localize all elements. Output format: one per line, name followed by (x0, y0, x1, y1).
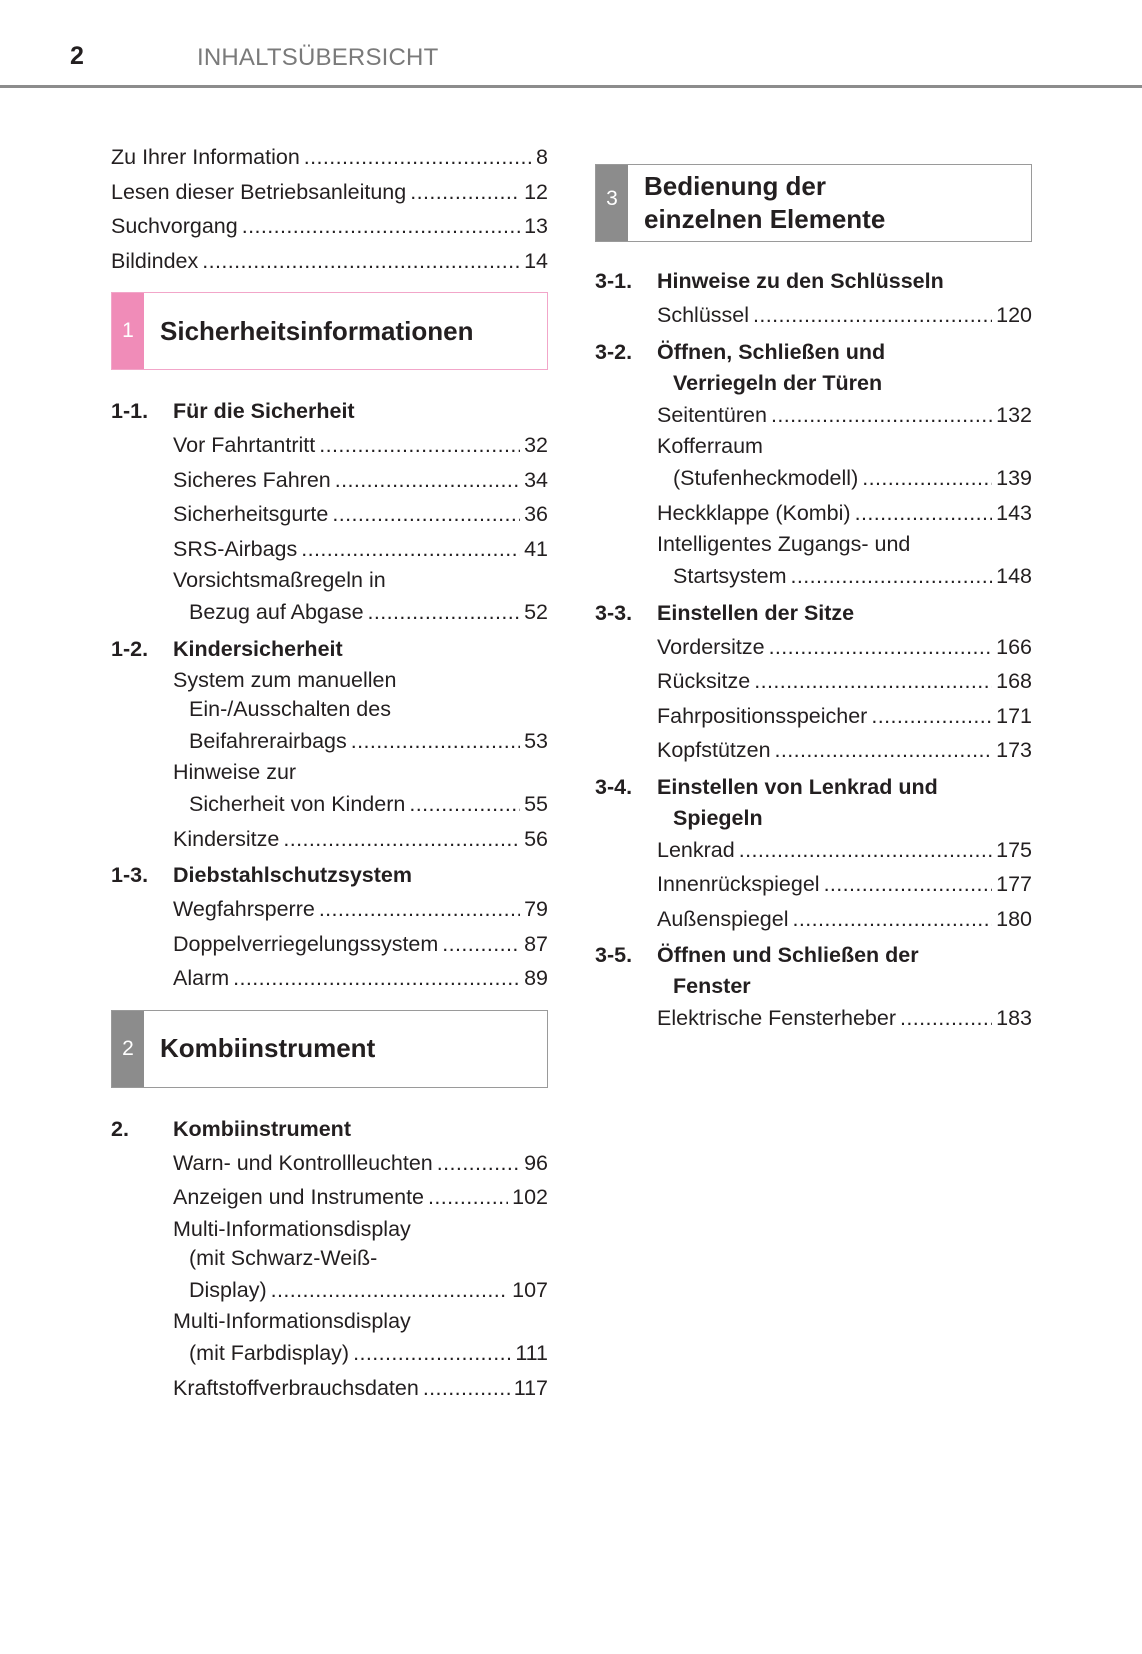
toc-entry[interactable] (111, 1146, 548, 1181)
toc-page: 55 (524, 792, 548, 816)
subsection-heading[interactable]: 3-3. Einstellen der Sitze (595, 600, 855, 625)
section-tab: 1 (112, 293, 144, 369)
toc-page: 175 (996, 837, 1032, 862)
toc-label: Sicherheitsgurte (173, 502, 329, 526)
toc-page: 111 (515, 1341, 548, 1365)
toc-page: 148 (996, 564, 1032, 588)
toc-label: Zu Ihrer Information (111, 145, 300, 169)
toc-label: Fahrpositionsspeicher (657, 703, 868, 728)
toc-page: 117 (513, 1375, 548, 1400)
toc-page: 171 (996, 703, 1032, 728)
toc-label: Heckklappe (Kombi) (657, 500, 851, 525)
toc-left-column (111, 140, 548, 1405)
toc-page: 89 (524, 966, 548, 990)
subsection-heading[interactable]: 1-3. Diebstahlschutzsystem (111, 863, 412, 887)
toc-page: 34 (524, 467, 548, 492)
subsection-heading-cont: Spiegeln (673, 805, 763, 830)
section-title: Bedienung der einzelnen Elemente (644, 171, 886, 234)
toc-entry[interactable] (595, 733, 1032, 768)
toc-label: (Stufenheckmodell) (673, 466, 859, 490)
toc-page: 173 (996, 738, 1032, 762)
toc-label: Sicherheit von Kindern (189, 792, 406, 816)
toc-entry[interactable] (595, 496, 1032, 531)
toc-label: SRS-Airbags (173, 536, 298, 561)
toc-label: Außenspiegel (657, 906, 789, 931)
toc-entry[interactable] (595, 867, 1032, 902)
header-rule (0, 85, 1142, 88)
toc-label: Bildindex (111, 248, 199, 273)
toc-entry[interactable] (111, 209, 548, 244)
toc-page: 107 (512, 1277, 548, 1302)
toc-entry[interactable] (111, 1371, 548, 1406)
toc-label: Lesen dieser Betriebsanleitung (111, 179, 407, 204)
toc-entry[interactable] (595, 699, 1032, 734)
toc-entry[interactable] (111, 927, 548, 962)
subsection-heading[interactable]: 3-1. Hinweise zu den Schlüsseln (595, 269, 944, 293)
toc-entry-multiline[interactable]: Multi-Informationsdisplay (mit Schwarz-Weiß- Display) ..... 107 (111, 1215, 548, 1308)
toc-page: 143 (996, 500, 1032, 525)
toc-page: 168 (996, 669, 1032, 693)
toc-entry[interactable] (111, 244, 548, 279)
subsection-heading[interactable]: 1-2. Kindersicherheit (111, 636, 343, 661)
toc-entry-multiline[interactable]: Multi-Informationsdisplay (mit Farbdisplay) ..... 111 (111, 1307, 548, 1371)
toc-entry[interactable] (595, 833, 1032, 868)
toc-label: Kindersitze (173, 826, 280, 851)
toc-page: 52 (524, 600, 548, 624)
toc-entry[interactable] (111, 463, 548, 498)
toc-label: Elektrische Fensterheber (657, 1006, 896, 1030)
toc-entry[interactable] (111, 822, 548, 857)
toc-entry-multiline[interactable]: Vorsichtsmaßregeln in Bezug auf Abgase ..... 52 (111, 566, 548, 630)
toc-page: 12 (524, 179, 548, 204)
toc-page: 53 (524, 728, 548, 753)
subsection-heading[interactable]: 2. Kombiinstrument (111, 1116, 351, 1141)
toc-page: 132 (996, 402, 1032, 427)
subsection-heading[interactable]: 3-5. Öffnen und Schließen der (595, 943, 919, 967)
toc-page: 96 (524, 1150, 548, 1175)
toc-entry[interactable] (111, 1180, 548, 1215)
subsection-heading-cont: Verriegeln der Türen (673, 370, 883, 395)
subsection-heading[interactable]: 3-2. Öffnen, Schließen und (595, 339, 886, 364)
toc-label: Sicheres Fahren (173, 467, 331, 492)
toc-label: Display) (189, 1277, 267, 1302)
toc-entry[interactable] (111, 892, 548, 927)
toc-label: Kopfstützen (657, 738, 771, 762)
toc-label: Rücksitze (657, 669, 751, 693)
toc-entry[interactable] (111, 140, 548, 175)
toc-label: Vor Fahrtantritt (173, 433, 316, 457)
toc-page: 79 (524, 897, 548, 921)
toc-page: 41 (524, 536, 548, 561)
toc-label: Kraftstoffverbrauchsdaten (173, 1375, 419, 1400)
subsection-heading[interactable]: 3-4. Einstellen von Lenkrad und (595, 774, 938, 799)
section-3-box[interactable] (595, 164, 1032, 242)
toc-page: 32 (524, 433, 548, 457)
toc-entry[interactable] (111, 532, 548, 567)
toc-label: Alarm (173, 966, 230, 990)
toc-entry[interactable] (595, 902, 1032, 937)
toc-page: 14 (524, 248, 548, 273)
toc-label: Innenrückspiegel (657, 872, 820, 896)
toc-page: 166 (996, 634, 1032, 659)
toc-page: 13 (524, 214, 548, 238)
toc-label: Wegfahrsperre (173, 897, 315, 921)
toc-entry[interactable] (111, 961, 548, 996)
toc-entry[interactable] (595, 664, 1032, 699)
toc-right-column (595, 142, 1032, 1036)
section-title: Kombiinstrument (160, 1033, 376, 1063)
toc-entry[interactable] (111, 428, 548, 463)
toc-entry[interactable] (595, 298, 1032, 333)
section-2-box[interactable] (111, 1010, 548, 1088)
toc-page: 87 (524, 931, 548, 956)
toc-entry-multiline[interactable]: Intelligentes Zugangs- und Startsystem ..... 148 (595, 530, 1032, 594)
header-title: INHALTSÜBERSICHT (197, 44, 439, 71)
toc-label: Bezug auf Abgase (189, 600, 364, 624)
toc-entry-multiline[interactable]: Kofferraum (Stufenheckmodell) ..... 139 (595, 432, 1032, 496)
toc-label: Vordersitze (657, 634, 765, 659)
section-tab: 3 (596, 165, 628, 241)
toc-entry[interactable] (595, 398, 1032, 433)
toc-page: 180 (996, 906, 1032, 931)
toc-label: Warn- und Kontrollleuchten (173, 1150, 433, 1175)
toc-page: 139 (996, 466, 1032, 490)
toc-label: Doppelverriegelungssystem (173, 931, 439, 956)
toc-label: Anzeigen und Instrumente (173, 1185, 424, 1209)
toc-label: Suchvorgang (111, 214, 238, 238)
toc-label: (mit Farbdisplay) (189, 1341, 350, 1365)
toc-page: 183 (996, 1006, 1032, 1030)
toc-entry[interactable] (111, 175, 548, 210)
toc-label: Seitentüren (657, 402, 767, 427)
toc-page: 177 (996, 872, 1032, 896)
toc-entry[interactable] (595, 1001, 1032, 1036)
toc-label: Lenkrad (657, 837, 735, 862)
toc-entry[interactable] (595, 630, 1032, 665)
toc-entry-multiline[interactable]: Hinweise zur Sicherheit von Kindern ..... 55 (111, 758, 548, 822)
section-tab: 2 (112, 1011, 144, 1087)
toc-page: 36 (524, 502, 548, 526)
section-1-box[interactable] (111, 292, 548, 370)
toc-page: 56 (524, 826, 548, 851)
page-number: 2 (70, 42, 84, 70)
toc-page: 120 (996, 303, 1032, 327)
toc-label: Startsystem (673, 564, 787, 588)
toc-entry-multiline[interactable]: System zum manuellen Ein-/Ausschalten des Beifahrerairbags ..... 53 (111, 666, 548, 759)
toc-page: 102 (512, 1185, 548, 1209)
section-title: Sicherheitsinformationen (160, 315, 474, 346)
toc-label: Schlüssel (657, 303, 750, 327)
toc-entry[interactable] (111, 497, 548, 532)
subsection-heading[interactable]: 1-1. Für die Sicherheit (111, 399, 355, 423)
toc-label: Beifahrerairbags (189, 728, 347, 753)
subsection-heading-cont: Fenster (673, 974, 751, 998)
toc-page: 8 (536, 145, 548, 169)
